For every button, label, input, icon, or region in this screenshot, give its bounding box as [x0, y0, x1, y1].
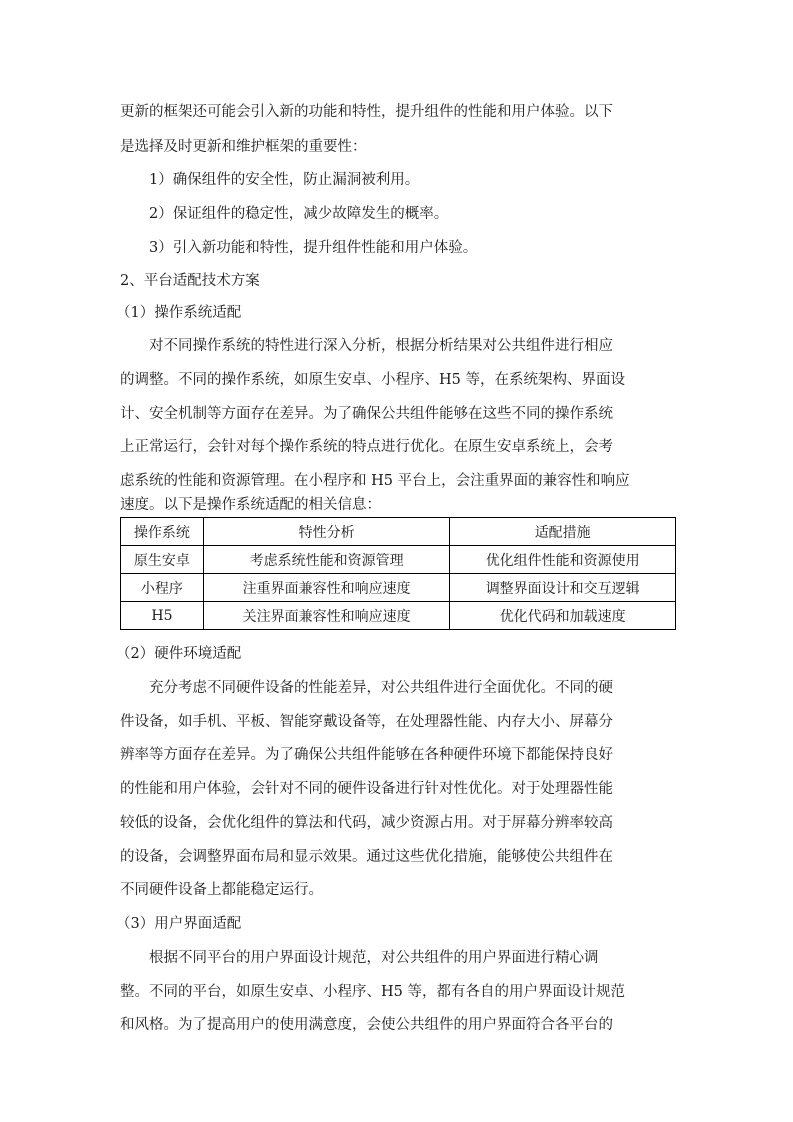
table-cell: 关注界面兼容性和响应速度: [203, 602, 450, 630]
table-row: [121, 546, 676, 574]
table-cell: 优化组件性能和资源使用: [450, 546, 676, 574]
paragraph-line: 计、安全机制等方面存在差异。为了确保公共组件能够在这些不同的操作系统: [120, 406, 613, 422]
paragraph-line: 不同硬件设备上都能稳定运行。: [120, 882, 323, 898]
paragraph-line: 较低的设备，会优化组件的算法和代码，减少资源占用。对于屏幕分辨率较高: [120, 815, 613, 831]
table-header-cell: 适配措施: [450, 518, 676, 546]
paragraph-line: 的设备，会调整界面布局和显示效果。通过这些优化措施，能够使公共组件在: [120, 849, 613, 865]
paragraph-line: 虑系统的性能和资源管理。在小程序和 H5 平台上，会注重界面的兼容性和响应: [120, 473, 630, 489]
paragraph-line: 速度。以下是操作系统适配的相关信息：: [120, 497, 381, 513]
list-item: 1）确保组件的安全性，防止漏洞被利用。: [149, 172, 420, 188]
table-row: [121, 602, 676, 630]
table-cell: 考虑系统性能和资源管理: [203, 546, 450, 574]
paragraph-line: 的调整。不同的操作系统，如原生安卓、小程序、H5 等，在系统架构、界面设: [120, 372, 625, 388]
table-header-cell: 操作系统: [121, 518, 204, 546]
paragraph-line: 整。不同的平台，如原生安卓、小程序、H5 等，都有各自的用户界面设计规范: [120, 984, 625, 1000]
paragraph-continued-line: 更新的框架还可能会引入新的功能和特性，提升组件的性能和用户体验。以下: [120, 104, 613, 120]
section-heading: 2、平台适配技术方案: [120, 273, 260, 289]
subsection-heading: （3）用户界面适配: [116, 916, 242, 932]
table-cell: 调整界面设计和交互逻辑: [450, 574, 676, 602]
paragraph-line: 件设备，如手机、平板、智能穿戴设备等，在处理器性能、内存大小、屏幕分: [120, 714, 613, 730]
paragraph-continued-line: 是选择及时更新和维护框架的重要性：: [120, 139, 367, 155]
subsection-heading: （1）操作系统适配: [116, 305, 242, 321]
paragraph-line: 和风格。为了提高用户的使用满意度，会使公共组件的用户界面符合各平台的: [120, 1017, 613, 1033]
list-item: 2）保证组件的稳定性，减少故障发生的概率。: [149, 206, 449, 222]
paragraph-line: 对不同操作系统的特性进行深入分析，根据分析结果对公共组件进行相应: [149, 338, 613, 354]
paragraph-line: 的性能和用户体验，会针对不同的硬件设备进行针对性优化。对于处理器性能: [120, 781, 613, 797]
table-row: [121, 574, 676, 602]
table-header-row: [121, 518, 676, 546]
table-cell: 注重界面兼容性和响应速度: [203, 574, 450, 602]
table-header-cell: 特性分析: [203, 518, 450, 546]
table-cell: 小程序: [121, 574, 204, 602]
paragraph-line: 根据不同平台的用户界面设计规范，对公共组件的用户界面进行精心调: [149, 950, 599, 966]
table-cell: H5: [121, 602, 204, 630]
os-adaptation-table: [120, 517, 676, 630]
paragraph-line: 上正常运行，会针对每个操作系统的特点进行优化。在原生安卓系统上，会考: [120, 439, 613, 455]
subsection-heading: （2）硬件环境适配: [116, 646, 242, 662]
list-item: 3）引入新功能和特性，提升组件性能和用户体验。: [149, 240, 478, 256]
paragraph-line: 充分考虑不同硬件设备的性能差异，对公共组件进行全面优化。不同的硬: [149, 680, 613, 696]
paragraph-line: 辨率等方面存在差异。为了确保公共组件能够在各种硬件环境下都能保持良好: [120, 747, 613, 763]
table-cell: 优化代码和加载速度: [450, 602, 676, 630]
table-cell: 原生安卓: [121, 546, 204, 574]
